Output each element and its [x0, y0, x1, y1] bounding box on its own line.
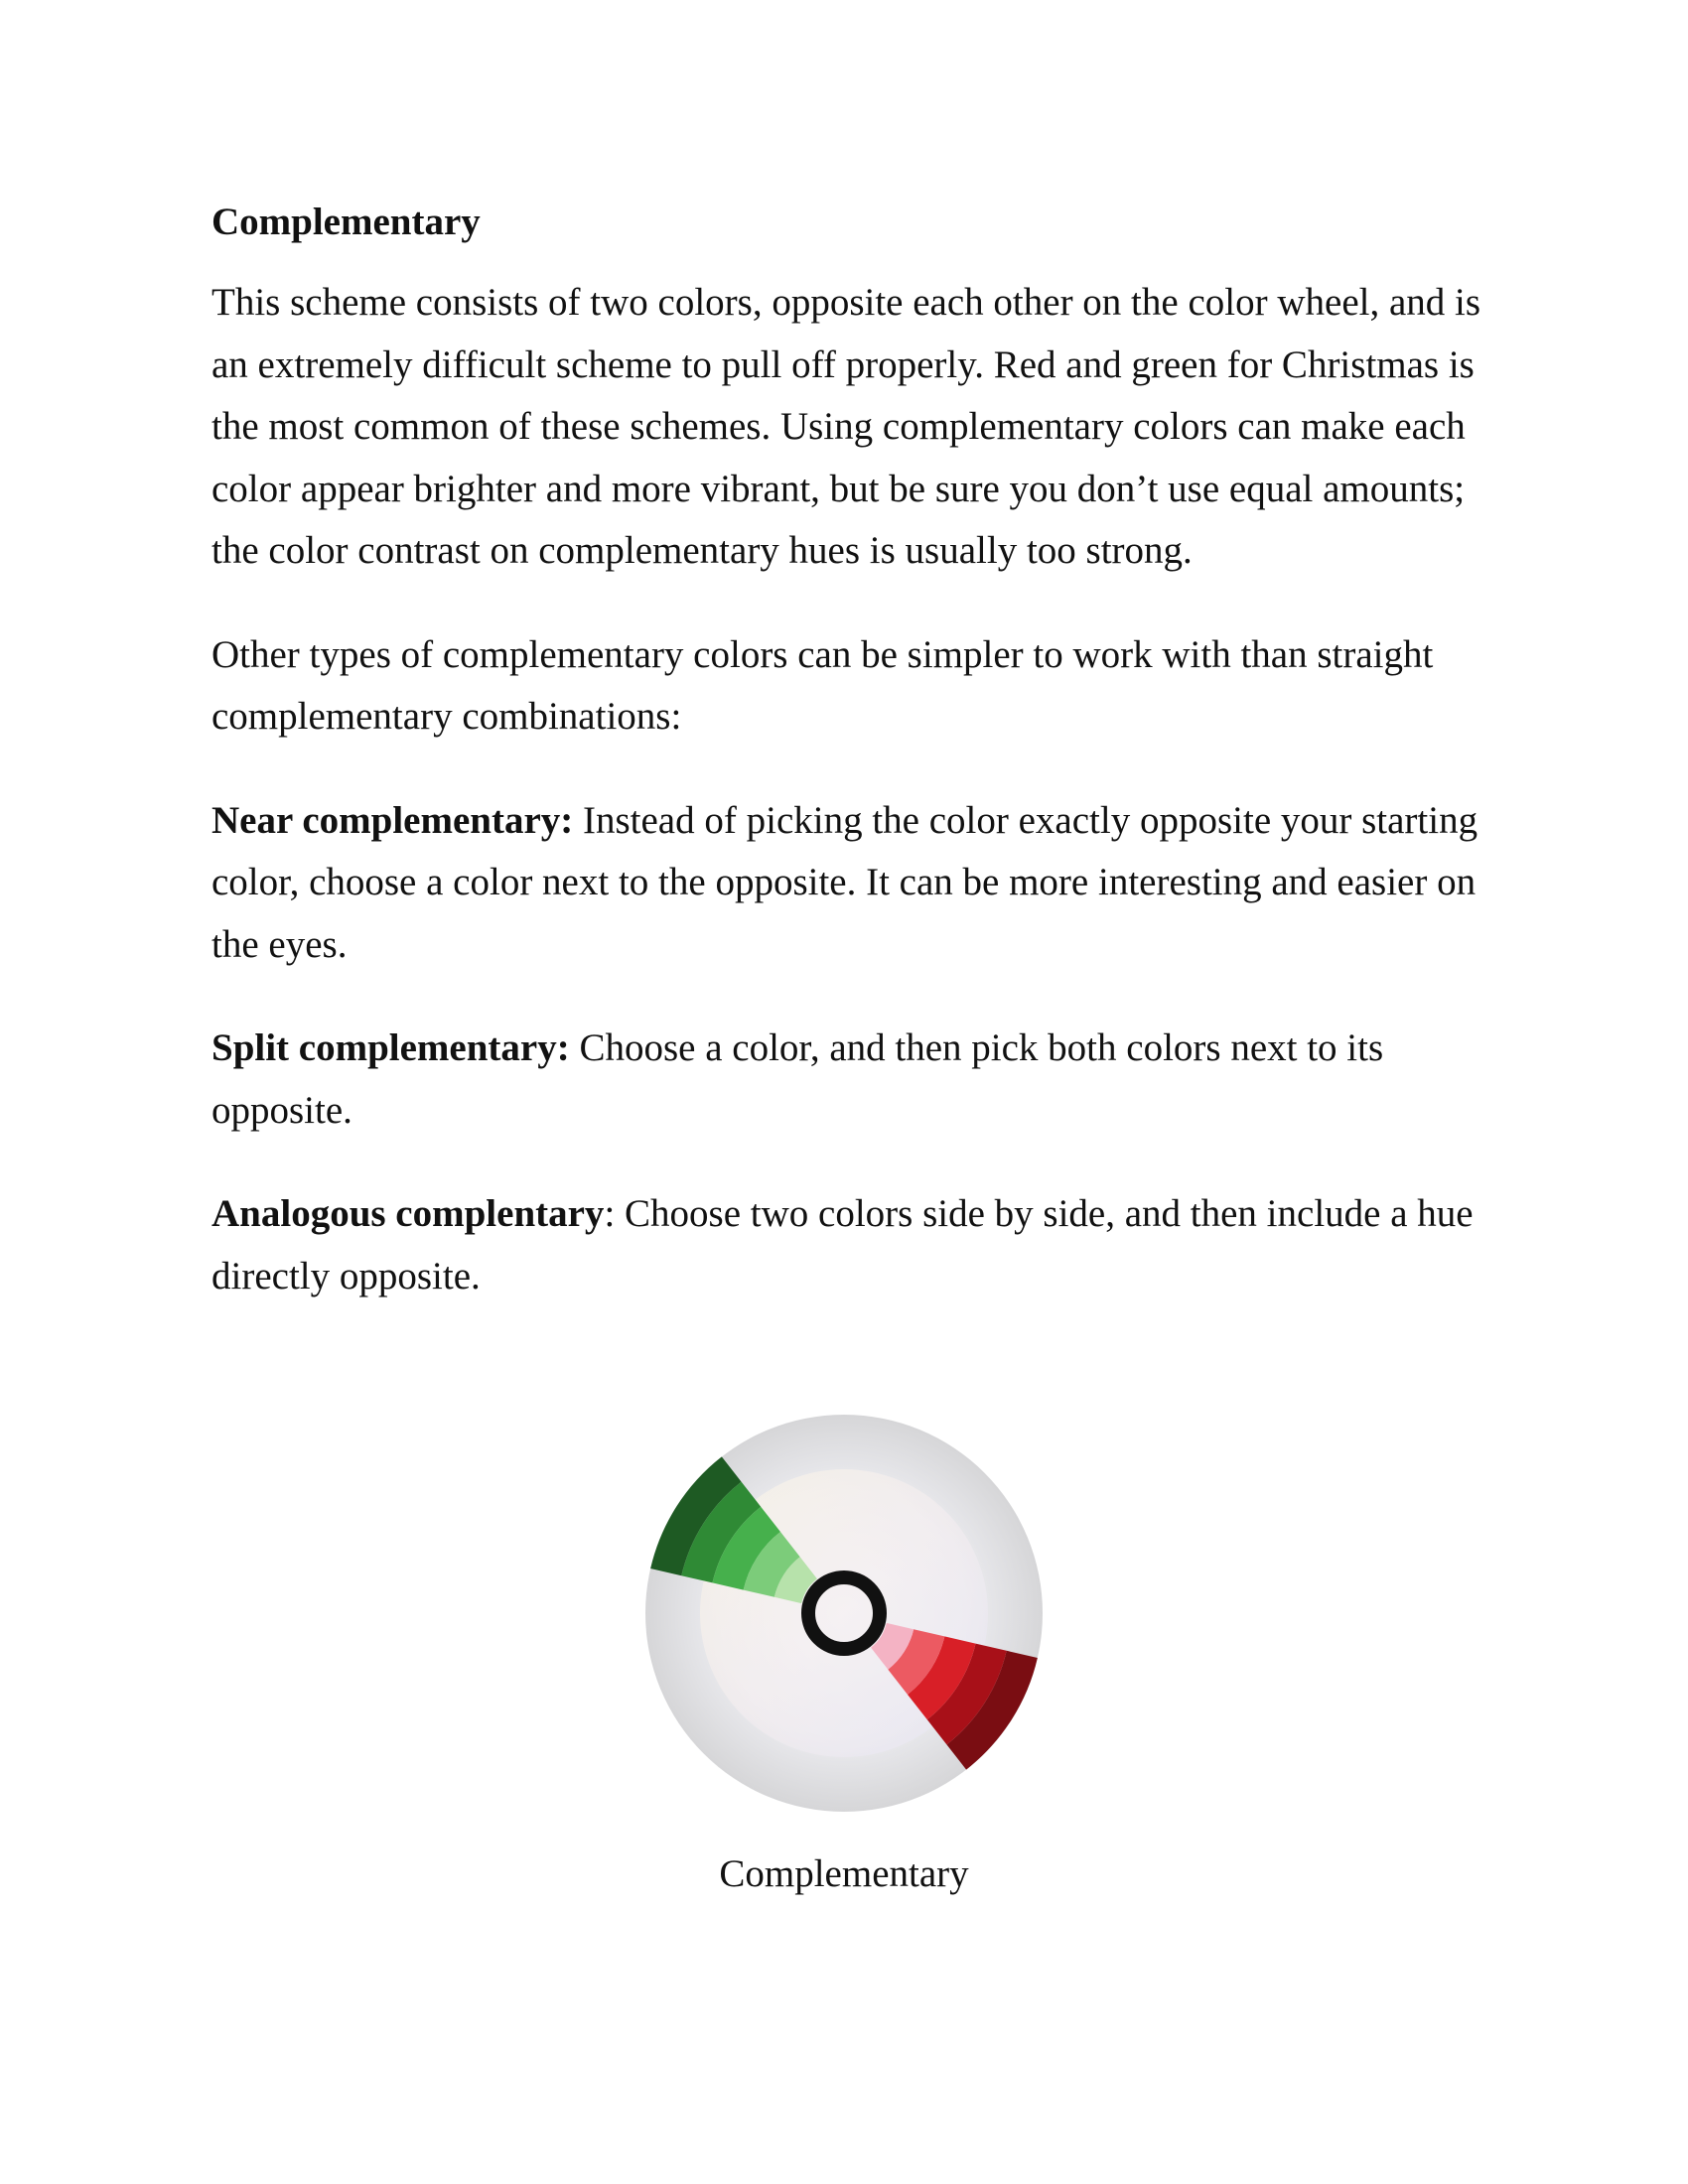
color-wheel-figure — [0, 1405, 1688, 1899]
near-complementary-text: Instead of picking the color exactly opposite your starting color, choose a color next to the opposite. It can be more interesting and easier on the eyes. — [211, 798, 1478, 966]
analogous-complementary-term: Analogous complentary — [211, 1192, 605, 1235]
section-heading: Complementary — [211, 201, 481, 243]
near-complementary-paragraph — [211, 790, 1502, 977]
complementary-color-wheel — [635, 1405, 1053, 1822]
figure-caption: Complementary — [719, 1852, 969, 1895]
split-complementary-paragraph — [211, 1018, 1502, 1142]
analogous-complementary-text: : Choose two colors side by side, and then include a hue directly opposite. — [211, 1192, 1474, 1297]
analogous-complementary-paragraph — [211, 1183, 1502, 1307]
near-complementary-term: Near complementary: — [211, 798, 574, 842]
split-complementary-term: Split complementary: — [211, 1026, 570, 1069]
other-types-paragraph: Other types of complementary colors can be simpler to work with than straight complementary combinations: — [211, 632, 1434, 738]
document-body — [211, 195, 1502, 1349]
split-complementary-text: Choose a color, and then pick both colors next to its opposite. — [211, 1026, 1384, 1132]
intro-paragraph: This scheme consists of two colors, opposite each other on the color wheel, and is an extremely difficult scheme to pull off properly. Red and green for Christmas is the most common of these schemes. Using complementary colors can make each color appear brighter and more vibrant, but be sure you don’t use equal amounts; the color contrast on complementary hues is usually too strong. — [211, 281, 1481, 572]
